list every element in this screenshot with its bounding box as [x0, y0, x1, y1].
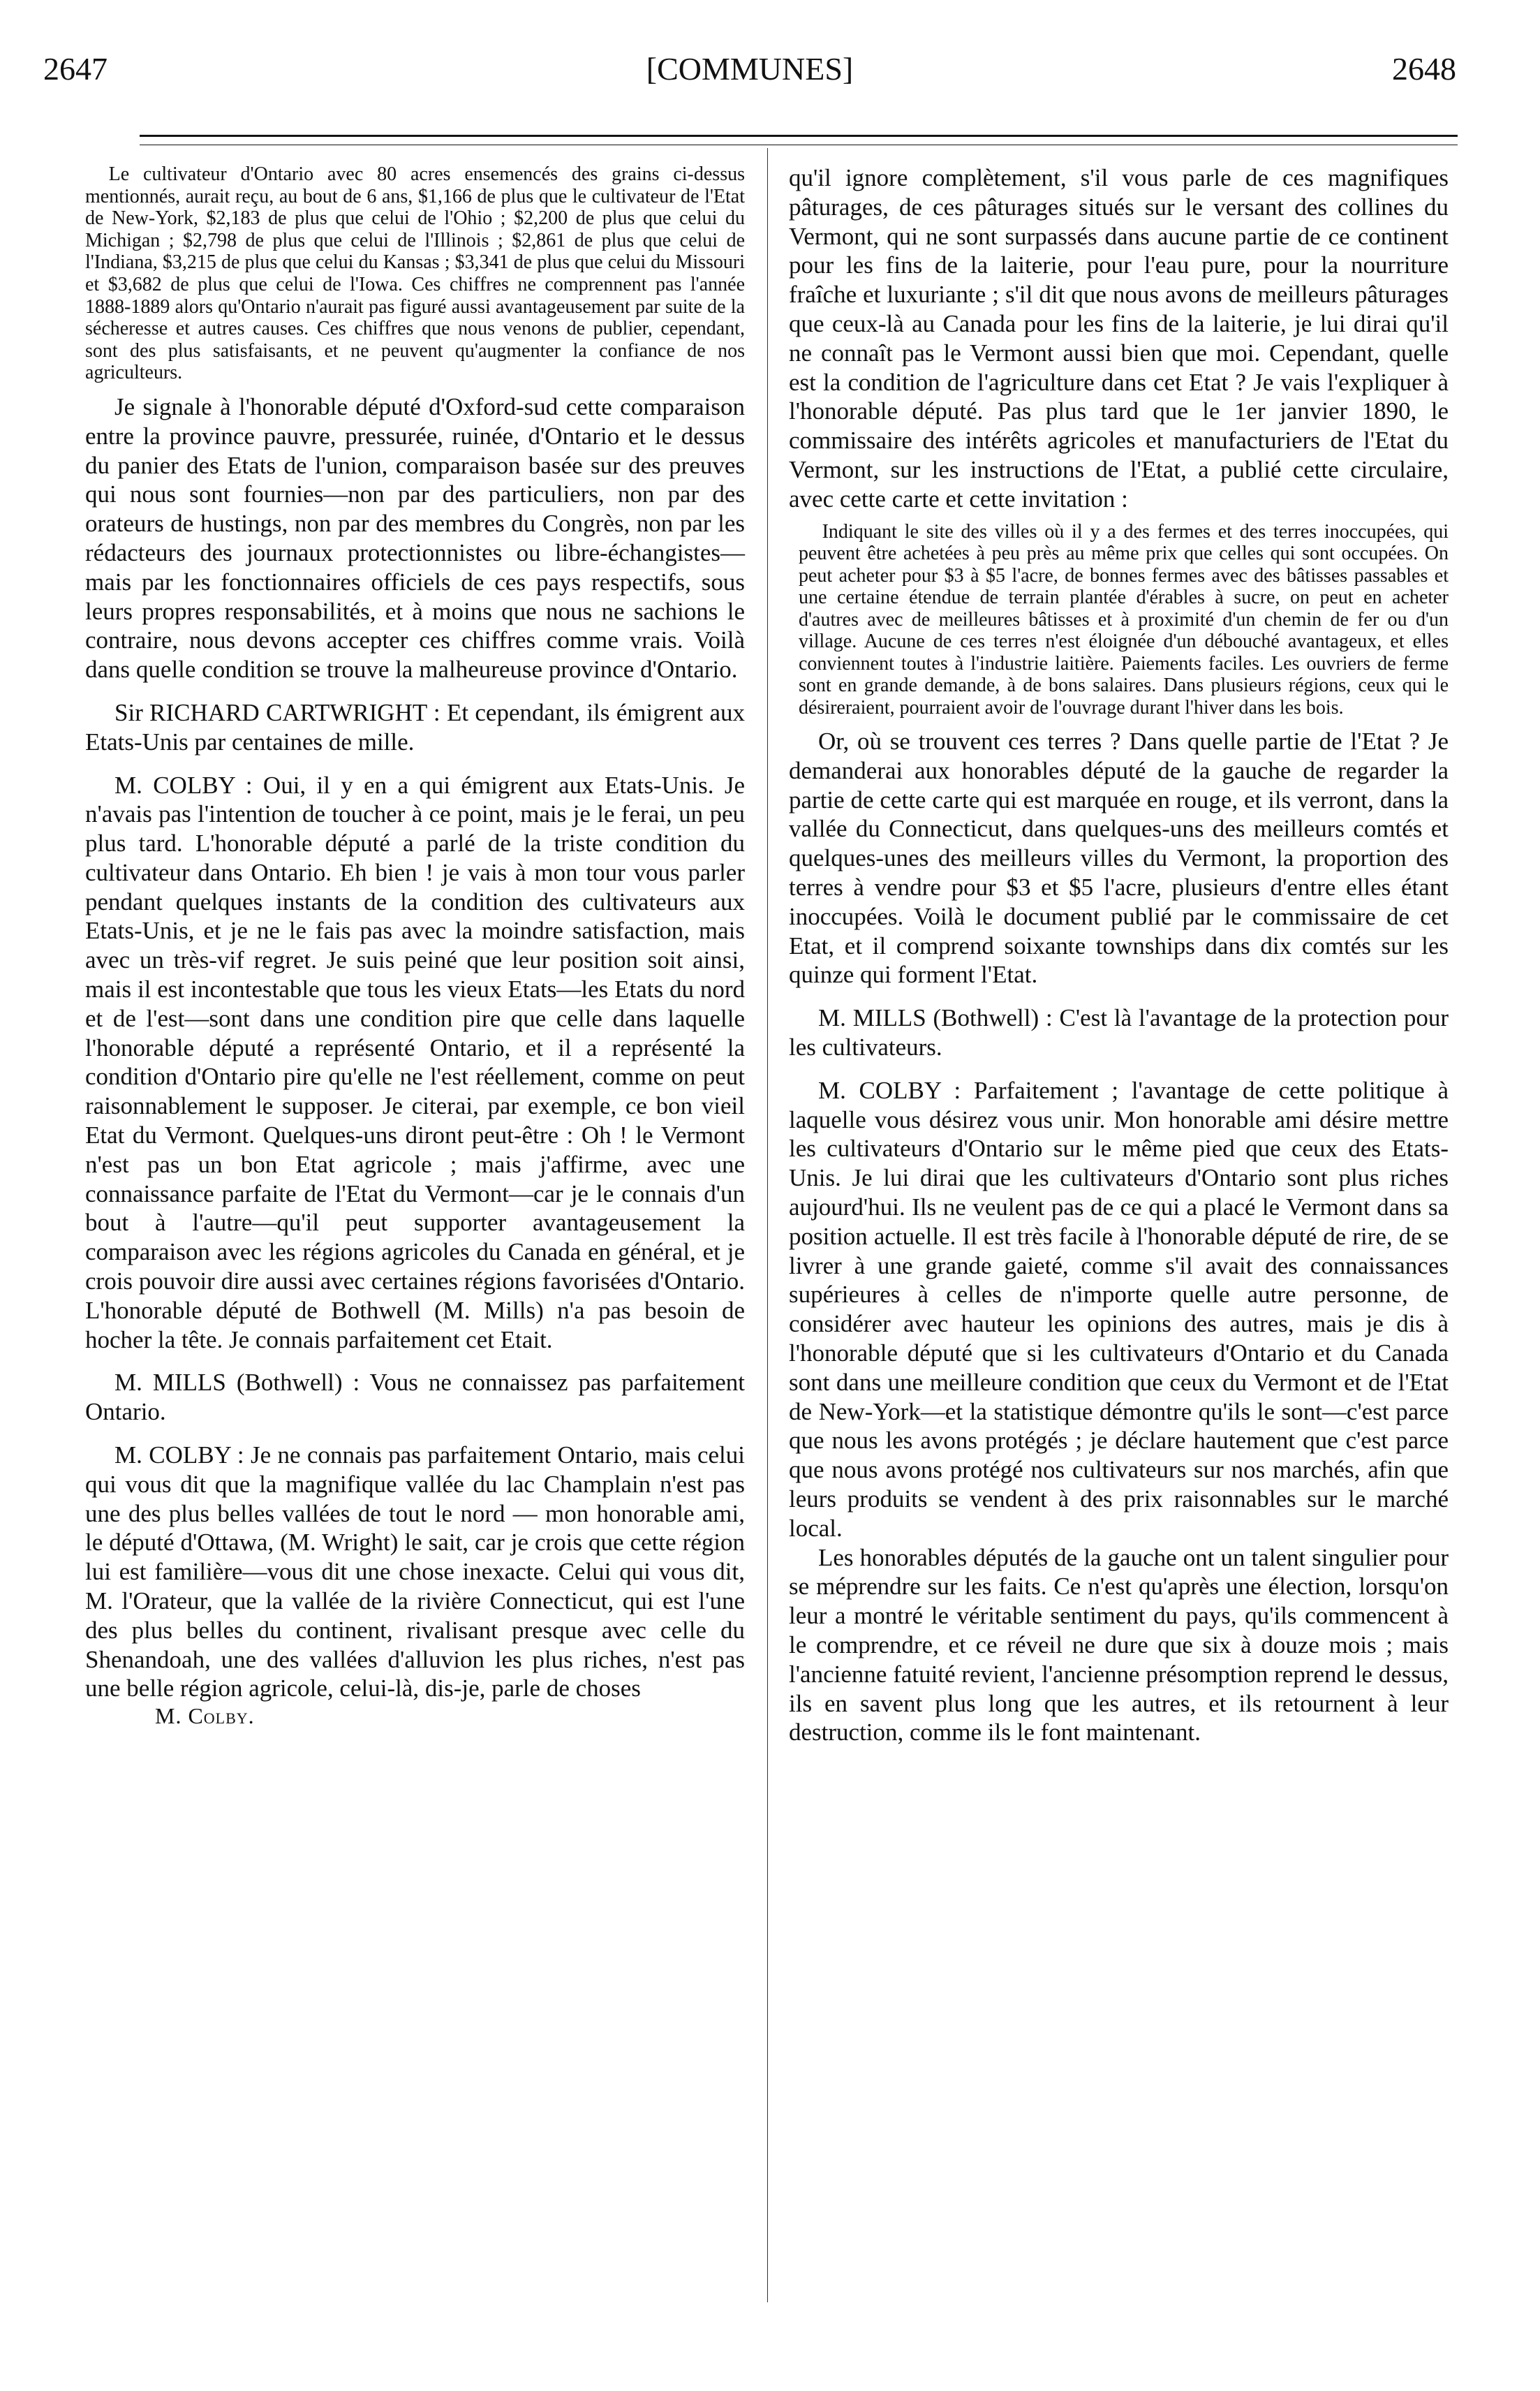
speech-cartwright: Sir RICHARD CARTWRIGHT : Et cependant, ils émigrent aux Etats-Unis par centaines de mille. [85, 698, 745, 756]
right-column [789, 163, 1449, 1747]
running-footer: M. Colby. [155, 1703, 255, 1729]
speech-colby: M. COLBY : Parfaitement ; l'avantage de cette politique à laquelle vous désirez vous unir. Mon honorable ami désire mettre les cultivateurs d'Ontario sur le même pied que ceux des Etats-Unis. Je lui dirai que les cultivateurs d'Ontario sont plus riches aujourd'hui. Ils ne veulent pas de ce qui a placé le Vermont dans sa position actuelle. Il est très facile à l'honorable député de rire, de se livrer à une grande gaieté, comme s'il avait des connaissances supérieures à celles de n'importe quelle autre personne, de considérer avec hauteur les opinions des autres, mais je dis à l'honorable député que si les cultivateurs d'Ontario et du Canada sont dans une meilleure condition que ceux du Vermont et de l'Etat de New-York—et la statistique démontre qu'ils le sont—c'est parce que nous les avons protégés ; je déclare hautement que c'est parce que nous avons protégé nos cultivateurs sur nos marchés, afin que leurs produits se vendent à des prix raisonnables sur le marché local. [789, 1076, 1449, 1542]
speech-colby: M. COLBY : Je ne connais pas parfaitement Ontario, mais celui qui vous dit que la magnifique vallée du lac Champlain n'est pas une des plus belles vallées de tout le nord — mon honorable ami, le député d'Ottawa, (M. Wright) le sait, car je crois que cette région lui est familière—vous dit une chose inexacte. Celui qui vous dit, M. l'Orateur, que la vallée de la rivière Connecticut, qui est l'une des plus belles du continent, rivalisant presque avec celle du Shenandoah, une des vallées d'alluvion les plus riches, n'est pas une belle région agricole, celui-là, dis-je, parle de choses [85, 1441, 745, 1702]
paragraph: qu'il ignore complètement, s'il vous parle de ces magnifiques pâturages, de ces pâturages situés sur le versant des collines du Vermont, qui ne sont surpassés dans aucune partie de ce continent pour les fins de la laiterie, pour l'eau pure, pour la nourriture fraîche et luxuriante ; s'il dit que nous avons de meilleurs pâturages que ceux-là au Canada pour les fins de la laiterie, je lui dirai qu'il ne connaît pas le Vermont aussi bien que moi. Cependant, quelle est la condition de l'agriculture dans cet Etat ? Je vais l'expliquer à l'honorable député. Pas plus tard que le 1er janvier 1890, le commissaire des intérêts agricoles et manufacturiers de l'Etat du Vermont, sur les instructions de l'Etat, a publié cette circulaire, avec cette carte et cette invitation : [789, 164, 1449, 513]
left-column [85, 163, 745, 1728]
page-number-right: 2648 [1392, 51, 1456, 87]
column-divider [767, 148, 768, 2302]
speech-mills: M. MILLS (Bothwell) : C'est là l'avantage de la protection pour les cultivateurs. [789, 1004, 1449, 1061]
page-number-left: 2647 [43, 51, 108, 87]
paragraph: Or, où se trouvent ces terres ? Dans quelle partie de l'Etat ? Je demanderai aux honorables député de la gauche de regarder la partie de cette carte qui est marquée en rouge, et ils verront, dans la vallée du Connecticut, dans quelques-uns des meilleurs comtés et quelques-unes des meilleurs villes du Vermont, la proportion des terres à vendre pour $3 et $5 l'acre, plusieurs d'entre elles étant inoccupées. Voilà le document publié par le commissaire de cet Etat, et il comprend soixante townships dans dix comtés sur les quinze qui forment l'Etat. [789, 728, 1449, 989]
statistics-paragraph: Le cultivateur d'Ontario avec 80 acres ensemencés des grains ci-dessus mentionnés, aurait reçu, au bout de 6 ans, $1,166 de plus que le cultivateur de l'Etat de New-York, $2,183 de plus que celui de l'Ohio ; $2,200 de plus que celui du Michigan ; $2,798 de plus que celui de l'Illinois ; $2,861 de plus que celui de l'Indiana, $3,215 de plus que celui du Kansas ; $3,341 de plus que celui du Missouri et $3,682 de plus que celui de l'Iowa. Ces chiffres ne comprennent pas l'année 1888-1889 alors qu'Ontario n'aurait pas figuré aussi avantageusement par suite de la sécheresse et autres causes. Ces chiffres que nous venons de publier, cependant, sont des plus satisfaisants, et ne peuvent qu'augmenter la confiance de nos agriculteurs. [85, 163, 745, 384]
section-title: [COMMUNES] [646, 51, 854, 87]
paragraph: Je signale à l'honorable député d'Oxford-sud cette comparaison entre la province pauvre, pressurée, ruinée, d'Ontario et le dessus du panier des Etats de l'union, comparaison basée sur des preuves qui nous sont fournies—non par des particuliers, non par des orateurs de hustings, non par des membres du Congrès, non par les rédacteurs des journaux protectionnistes ou libre-échangistes—mais par les fonctionnaires officiels de ces pays respectifs, sous leurs propres responsabilités, et à moins que nous ne sachions le contraire, nous devons accepter ces chiffres comme vrais. Voilà dans quelle condition se trouve la malheureuse province d'Ontario. [85, 392, 745, 684]
paragraph: Les honorables députés de la gauche ont un talent singulier pour se méprendre sur les faits. Ce n'est qu'après une élection, lorsqu'on leur a montré le véritable sentiment du pays, qu'ils commencent à le comprendre, et ce réveil ne dure que six à douze mois ; mais l'ancienne fatuité revient, l'ancienne présomption reprend le dessus, ils en savent plus long que les autres, et ils retournent à leur destruction, comme ils le font maintenant. [789, 1543, 1449, 1746]
speech-colby: M. COLBY : Oui, il y en a qui émigrent aux Etats-Unis. Je n'avais pas l'intention de toucher à ce point, mais je le ferai, un peu plus tard. L'honorable député a parlé de la triste condition du cultivateur dans Ontario. Eh bien ! je vais à mon tour vous parler pendant quelques instants de la condition des cultivateurs aux Etats-Unis, et je ne le fais pas avec la moindre satisfaction, mais avec un très-vif regret. Je suis peiné que leur position soit ainsi, mais il est incontestable que tous les vieux Etats—les Etats du nord et de l'est—sont dans une condition pire que celle dans laquelle l'honorable député a représenté Ontario, et il a représenté la condition d'Ontario pire qu'elle ne l'est réellement, comme on peut raisonnablement le supposer. Je citerai, par exemple, ce bon vieil Etat du Vermont. Quelques-uns diront peut-être : Oh ! le Vermont n'est pas un bon Etat agricole ; mais j'affirme, avec une connaissance parfaite de l'Etat du Vermont—car je le connais d'un bout à l'autre—qu'il peut supporter avantageusement la comparaison avec les régions agricoles du Canada en général, et je crois pouvoir dire aussi avec certaines régions favorisées d'Ontario. L'honorable député de Bothwell (M. Mills) n'a pas besoin de hocher la tête. Je connais parfaitement cet Etait. [85, 771, 745, 1353]
speech-mills: M. MILLS (Bothwell) : Vous ne connaissez pas parfaitement Ontario. [85, 1369, 745, 1426]
page-header [43, 50, 1456, 99]
header-rule-thick [140, 135, 1458, 137]
circular-quote: Indiquant le site des villes où il y a des fermes et des terres inoccupées, qui peuvent être achetées à peu près au même prix que celles qui sont occupées. On peut acheter pour $3 à $5 l'acre, de bonnes fermes avec des bâtisses passables et une certaine étendue de terrain plantée d'érables à sucre, on peut en acheter d'autres avec de meilleures bâtisses et à proximité d'un chemin de fer ou d'un village. Aucune de ces terres n'est éloignée d'un débouché avantageux, et elles conviennent toutes à l'industrie laitière. Paiements faciles. Les ouvriers de ferme sont en grande demande, à de bons salaires. Dans plusieurs régions, ceux qui le désireraient, pourraient avoir de l'ouvrage durant l'hiver dans les bois. [799, 520, 1449, 719]
